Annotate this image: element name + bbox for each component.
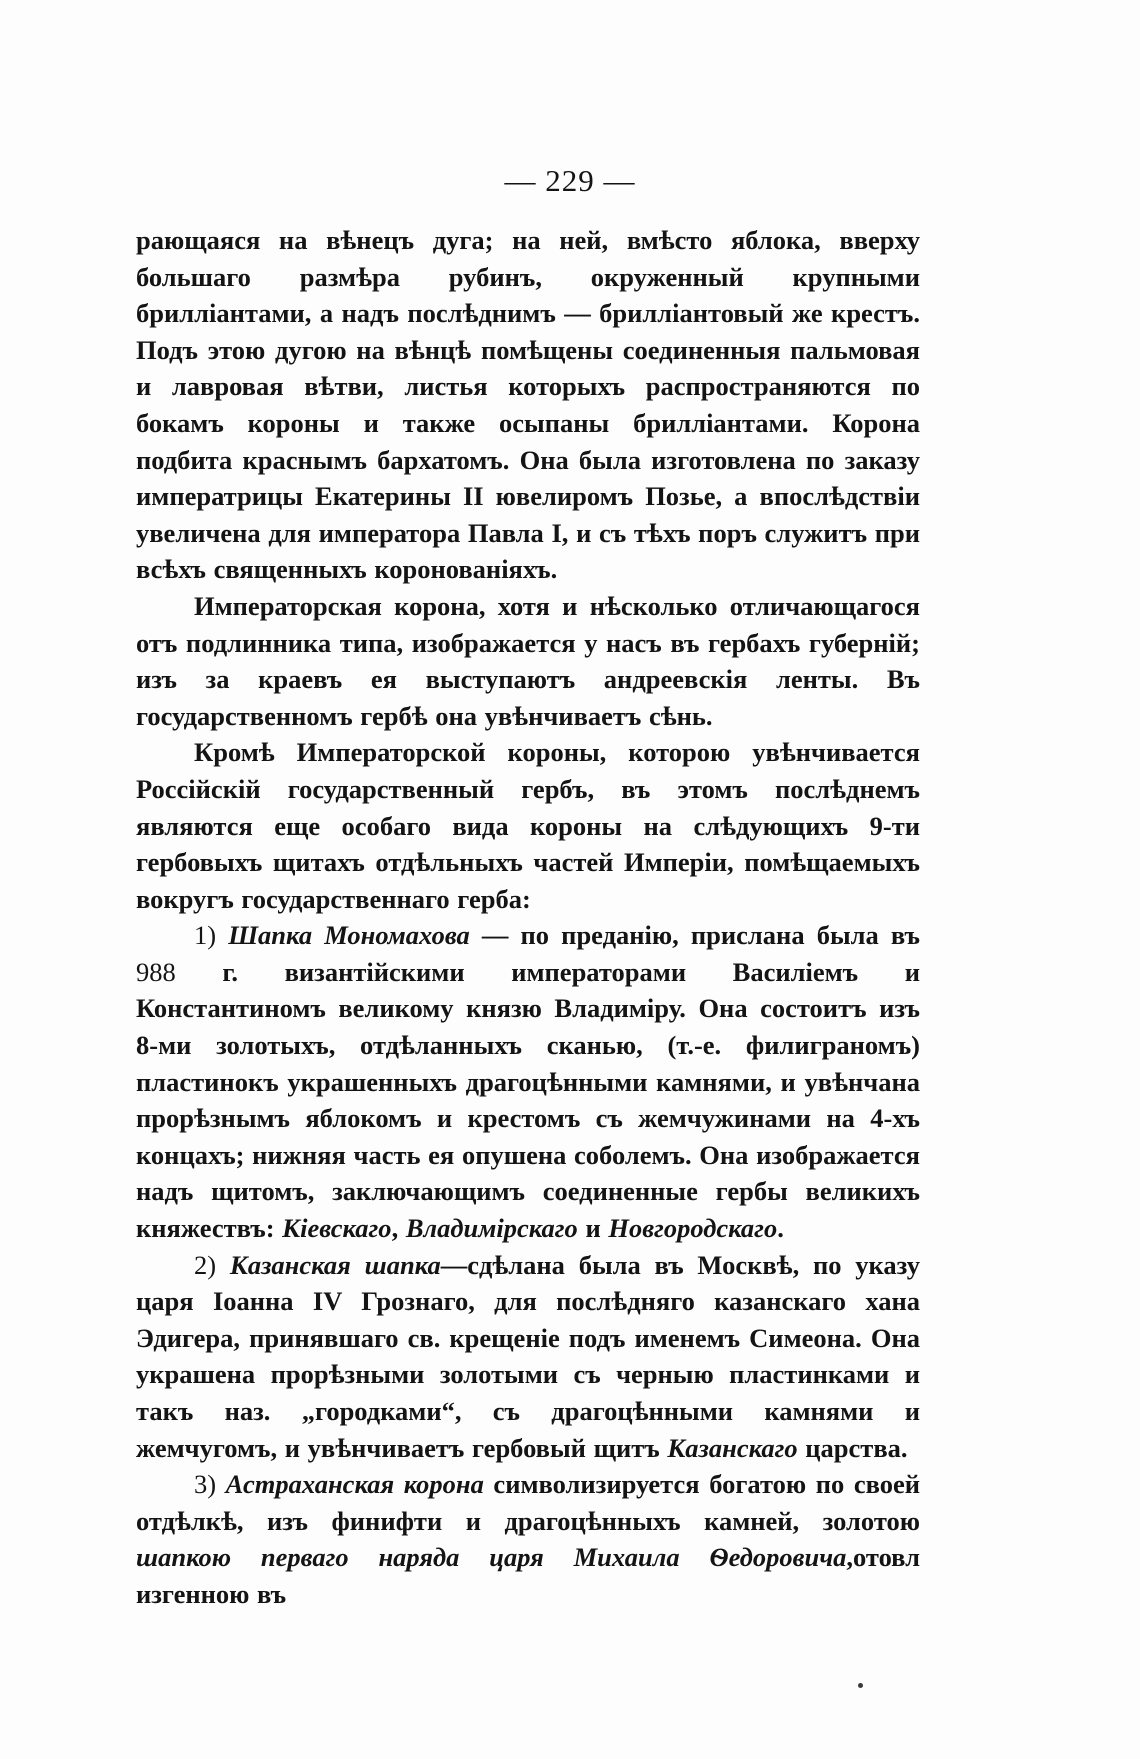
text-run: — по преданiю, прислана была въ [469,920,921,951]
body-text [136,222,920,1613]
paragraph [136,1466,920,1612]
numeral: 2) [194,1249,230,1280]
italic-term: Новгородскаго [608,1213,778,1244]
italic-term: Шапка Мономахова [228,920,470,951]
numeral: 3) [194,1469,226,1500]
paragraph [136,734,920,917]
paragraph [136,588,920,734]
text-run: символизируется богатою по своей отдѣлкѣ, изъ финифти и драгоцѣнныхъ камней, золотою [136,1469,920,1536]
text-run: рающаяся на вѣнецъ дуга; на ней, вмѣсто яблока, вверху большаго размѣра рубинъ, окруженный крупными бриллiантами, а надъ послѣднимъ — бриллiантовый же крестъ. Подъ этою дугою на вѣнцѣ помѣщены соединенныя пальмовая и лавровая вѣтви, листья которыхъ распространяются по бокамъ короны и также осыпаны бриллiантами. Корона подбита краснымъ бархатомъ. Она была изготовлена по заказу императрицы Екатерины II ювелиромъ Позье, а впослѣдствiи увеличена для императора Павла I, и съ тѣхъ поръ служитъ при всѣхъ священныхъ коронованiяхъ. [136,225,920,585]
italic-term: шапкою перваго наряда царя Михаила Ѳедоровича [136,1542,847,1573]
page-number: — 229 — [504,163,636,198]
paragraph [136,917,920,1246]
italic-term: Владимiрскаго [405,1213,578,1244]
text-run: Кромѣ Императорской короны, которою увѣнчивается Россiйскiй государственный гербъ, въ этомъ послѣднемъ являются еще особаго вида короны на слѣдующихъ 9-ти гербовыхъ щитахъ отдѣльныхъ частей Имперiи, помѣщаемыхъ вокругъ государственнаго герба: [136,737,920,914]
text-run: ,отовл изгенною въ [136,1542,920,1609]
italic-term: Астраханская корона [225,1469,484,1500]
text-run: царства. [797,1432,908,1463]
print-speck [858,1683,863,1688]
italic-term: Казанскаго [667,1432,798,1463]
numeral: 1) [194,920,229,951]
italic-term: Кiевскаго [282,1213,392,1244]
text-run: Императорская корона, хотя и нѣсколько отличающагося отъ подлинника типа, изображается у насъ въ гербахъ губернiй; изъ за краевъ ея выступаютъ андреевскiя ленты. Въ государственномъ гербѣ она увѣнчиваетъ сѣнь. [136,590,920,731]
numeral: 988 [136,956,176,987]
paragraph [136,1247,920,1467]
text-run: , [391,1213,406,1244]
text-run: . [777,1213,784,1244]
paragraph [136,222,920,588]
text-run: и [577,1213,609,1244]
text-run: г. византiйскими императорами Василiемъ и Константиномъ великому князю Владимiру. Она состоитъ изъ 8-ми золотыхъ, отдѣланныхъ сканью, (т.-е. филиграномъ) пластинокъ украшенныхъ драгоцѣнными камнями, и увѣнчана прорѣзнымъ яблокомъ и крестомъ съ жемчужинами на 4-хъ концахъ; нижняя часть ея опушена соболемъ. Она изображается надъ щитомъ, заключающимъ соединенные гербы великихъ княжествъ: [136,956,920,1244]
text-run: —сдѣлана была въ Москвѣ, по указу царя Iоанна IV Грознаго, для послѣдняго казанскаго хана Эдигера, принявшаго св. крещенiе подъ именемъ Симеона. Она украшена прорѣзными золотыми съ черныю пластинками и такъ наз. „городками“, съ драгоцѣнными камнями и жемчугомъ, и увѣнчиваетъ гербовый щитъ [136,1249,921,1463]
italic-term: Казанская шапка [229,1249,441,1280]
